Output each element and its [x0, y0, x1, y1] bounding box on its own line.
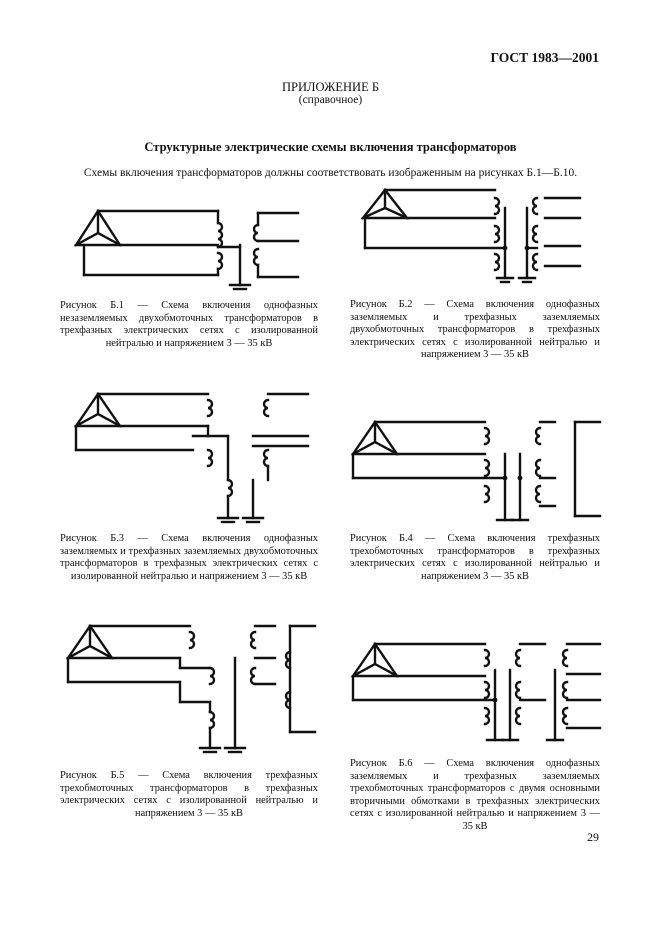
- figure-b4-diagram: [345, 418, 610, 528]
- figure-b5-diagram: [60, 622, 320, 757]
- appendix-note: (справочное): [298, 94, 363, 106]
- page-number: 29: [587, 830, 599, 844]
- figure-b2-caption: Рисунок Б.2 — Схема включения однофазных заземляемых и трехфазных заземляемых двухобмоточных трансформаторов в трехфазных электрических сетях с изолированной нейтралью и напряжением 3 — 35 кВ: [350, 299, 600, 361]
- figure-b2-diagram: [355, 188, 595, 288]
- figure-b6-caption: Рисунок Б.6 — Схема включения однофазных заземляемых и трехфазных заземляемых трехобмоточных трансформаторов с двумя основными вторичными обмотками в трехфазных электрических сетях с изолированной нейтралью и напряжением 3 — 35 кВ: [350, 758, 600, 832]
- figure-b3-caption: Рисунок Б.3 — Схема включения однофазных заземляемых и трехфазных заземляемых двухобмоточных трансформаторов в трехфазных электрических сетях с изолированной нейтралью и напряжением 3 — 35 кВ: [60, 533, 318, 582]
- appendix-title: ПРИЛОЖЕНИЕ Б: [281, 80, 380, 94]
- figure-b3-diagram: [68, 390, 318, 525]
- figure-b4-caption: Рисунок Б.4 — Схема включения трехфазных трехобмоточных трансформаторов в трехфазных электрических сетях с изолированной нейтралью и напряжением 3 — 35 кВ: [350, 533, 600, 582]
- section-title: Структурные электрические схемы включения трансформаторов: [144, 140, 517, 154]
- figure-b1-diagram: [68, 205, 308, 295]
- figure-b5-caption: Рисунок Б.5 — Схема включения трехфазных трехобмоточных трансформаторов в трехфазных электрических сетях с изолированной нейтралью и напряжением 3 — 35 кВ: [60, 770, 318, 819]
- intro-text: Схемы включения трансформаторов должны соответствовать изображенным на рисунках Б.1—Б.10.: [83, 167, 578, 179]
- figure-b1-caption: Рисунок Б.1 — Схема включения однофазных незаземляемых двухобмоточных трансформаторов в трехфазных электрических сетях с изолированной нейтралью и напряжением 3 — 35 кВ: [60, 300, 318, 349]
- standard-number: ГОСТ 1983—2001: [490, 50, 599, 65]
- figure-b6-diagram: [345, 640, 610, 750]
